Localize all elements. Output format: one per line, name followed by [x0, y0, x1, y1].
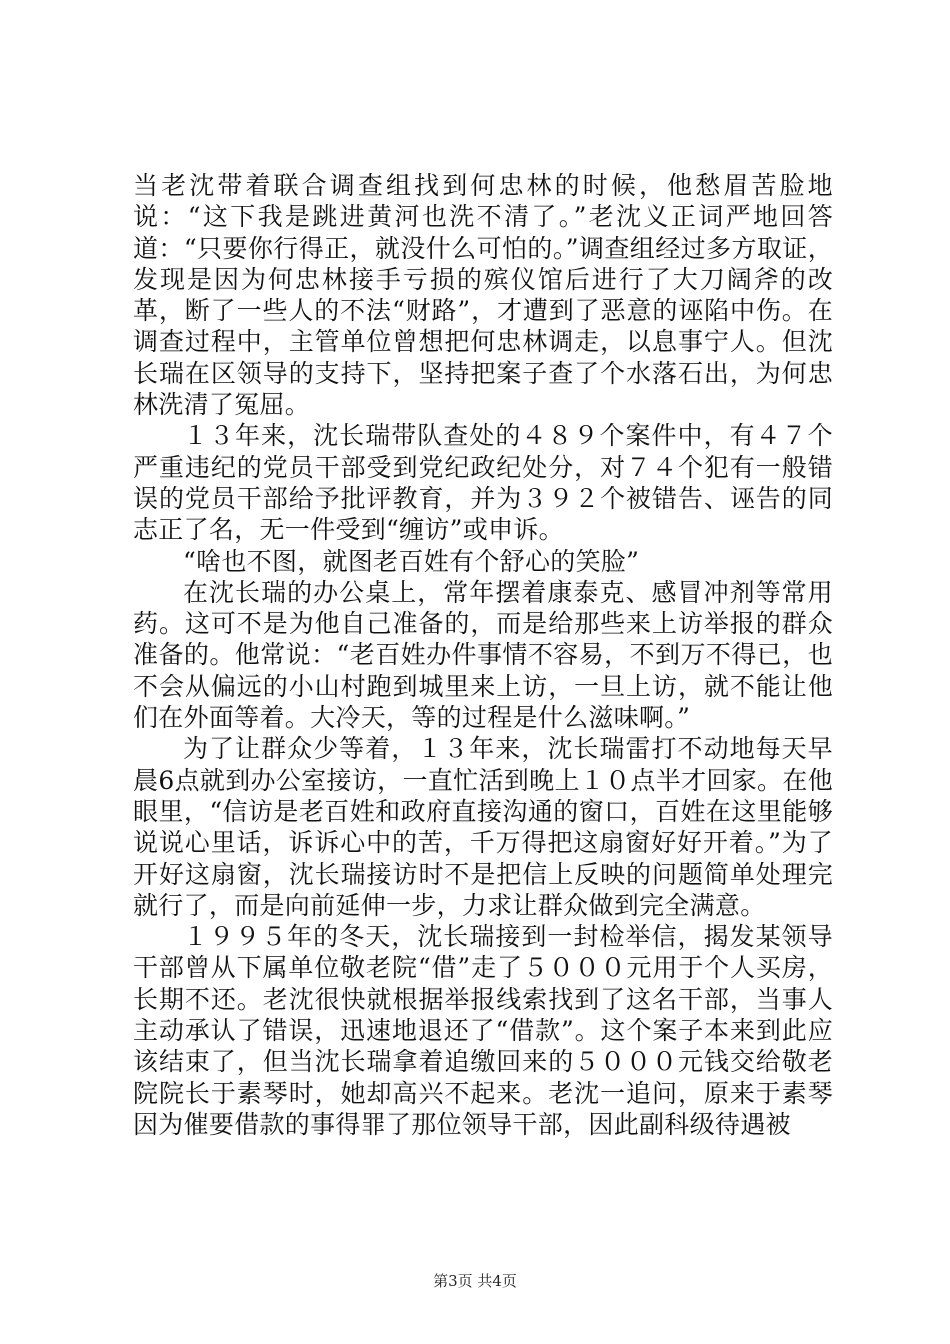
paragraph-medicine: 在沈长瑞的办公桌上，常年摆着康泰克、感冒冲剂等常用药。这可不是为他自己准备的，而是给那些来上访举报的群众准备的。他常说：“老百姓办件事情不容易，不到万不得已，也不会从偏远的小山村跑到城里来上访，一旦上访，就不能让他们在外面等着。大冷天，等的过程是什么滋味啊。”	[133, 577, 833, 733]
paragraph-case-statistics: １３年来，沈长瑞带队查处的４８９个案件中，有４７个严重违纪的党员干部受到党纪政纪处分，对７４个犯有一般错误的党员干部给予批评教育，并为３９２个被错告、诬告的同志正了名，无一件受到“缠访”或申诉。	[133, 421, 833, 545]
paragraph-reception: 为了让群众少等着，１３年来，沈长瑞雷打不动地每天早晨6点就到办公室接访，一直忙活到晚上１０点半才回家。在他眼里，“信访是老百姓和政府直接沟通的窗口，百姓在这里能够说说心里话，诉诉心中的苦，千万得把这扇窗好好开着。”为了开好这扇窗，沈长瑞接访时不是把信上反映的问题简单处理完就行了，而是向前延伸一步，力求让群众做到完全满意。	[133, 734, 833, 920]
paragraph-1995-case: １９９５年的冬天，沈长瑞接到一封检举信，揭发某领导干部曾从下属单位敬老院“借”走了５０００元用于个人买房，长期不还。老沈很快就根据举报线索找到了这名干部，当事人主动承认了错误，迅速地退还了“借款”。这个案子本来到此应该结束了，但当沈长瑞拿着追缴回来的５０００元钱交给敬老院院长于素琴时，她却高兴不起来。老沈一追问，原来于素琴因为催要借款的事得罪了那位领导干部，因此副科级待遇被	[133, 922, 833, 1139]
page-footer: 第3页 共4页	[433, 1272, 517, 1290]
section-heading: “啥也不图，就图老百姓有个舒心的笑脸”	[183, 546, 640, 576]
document-body	[133, 170, 833, 1140]
paragraph-continuation: 当老沈带着联合调查组找到何忠林的时候，他愁眉苦脸地说：“这下我是跳进黄河也洗不清了。”老沈义正词严地回答道：“只要你行得正，就没什么可怕的。”调查组经过多方取证，发现是因为何忠林接手亏损的殡仪馆后进行了大刀阔斧的改革，断了一些人的不法“财路”，才遭到了恶意的诬陷中伤。在调查过程中，主管单位曾想把何忠林调走，以息事宁人。但沈长瑞在区领导的支持下，坚持把案子查了个水落石出，为何忠林洗清了冤屈。	[133, 171, 833, 420]
